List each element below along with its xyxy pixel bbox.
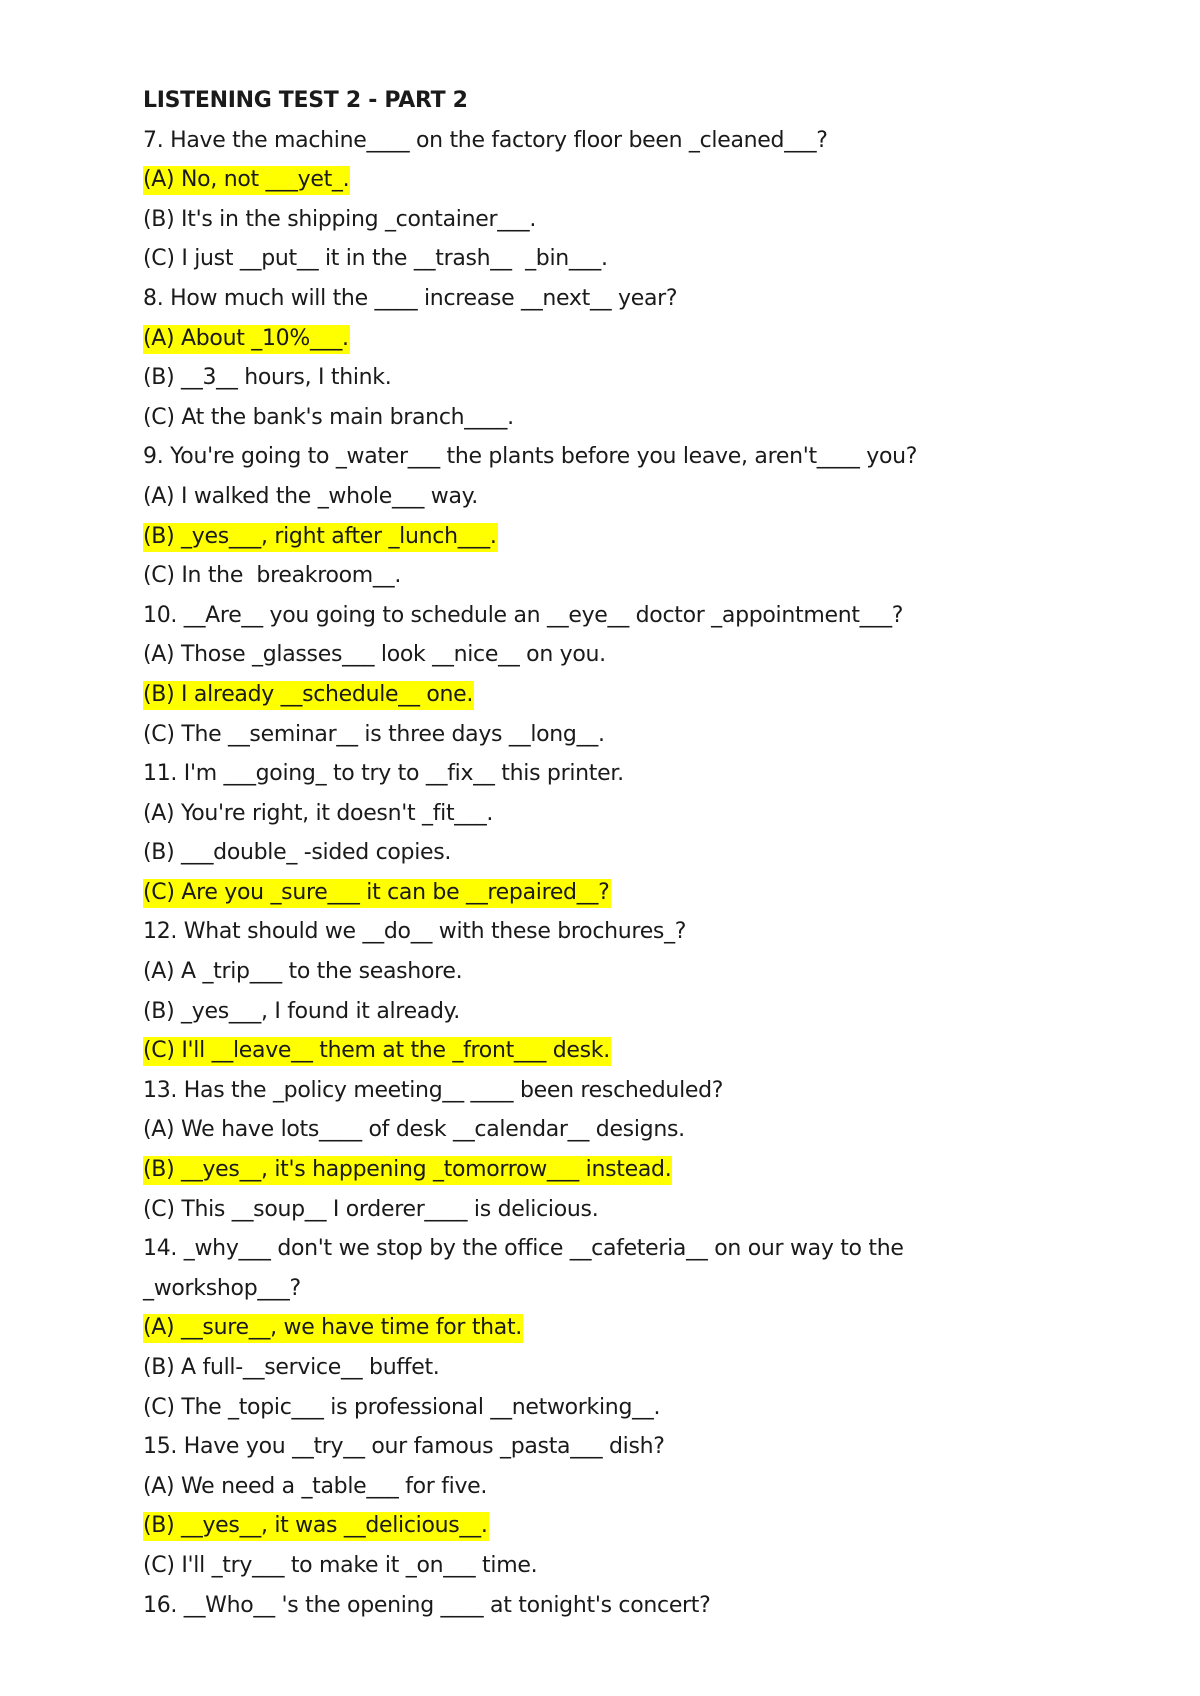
text-line [143, 1467, 1143, 1507]
line-text: (B) __yes__, it's happening _tomorrow___ instead. [143, 1156, 672, 1185]
text-line [143, 1546, 1143, 1586]
line-text: (C) The _topic___ is professional __networking__. [143, 1394, 661, 1420]
document-title [143, 81, 1143, 121]
line-text: (A) You're right, it doesn't _fit___. [143, 800, 494, 826]
line-text: (C) At the bank's main branch____. [143, 404, 514, 430]
text-line [143, 1071, 1143, 1111]
line-text: 13. Has the _policy meeting__ ____ been rescheduled? [143, 1077, 724, 1103]
line-text: (A) I walked the _whole___ way. [143, 483, 478, 509]
text-line [143, 1388, 1143, 1428]
line-text: (B) _yes___, right after _lunch___. [143, 523, 498, 552]
line-text: (A) We need a _table___ for five. [143, 1473, 488, 1499]
text-line [143, 1190, 1143, 1230]
text-line [143, 794, 1143, 834]
line-text: (A) We have lots____ of desk __calendar__ designs. [143, 1117, 685, 1143]
line-text: 11. I'm ___going_ to try to __fix__ this printer. [143, 761, 624, 787]
text-line [143, 239, 1143, 279]
line-text: (A) No, not ___yet_. [143, 166, 350, 195]
text-line [143, 992, 1143, 1032]
line-text: 15. Have you __try__ our famous _pasta___ dish? [143, 1434, 665, 1460]
highlighted-answer-line [143, 1308, 1143, 1348]
line-text: (C) I'll __leave__ them at the _front___ desk. [143, 1037, 611, 1066]
text-line [143, 1229, 1143, 1269]
line-text: (B) I already __schedule__ one. [143, 681, 474, 710]
line-text: (B) __3__ hours, I think. [143, 365, 392, 391]
line-text: 12. What should we __do__ with these brochures_? [143, 919, 687, 945]
line-text: (A) A _trip___ to the seashore. [143, 959, 463, 985]
highlighted-answer-line [143, 1031, 1143, 1071]
text-line [143, 437, 1143, 477]
line-text: 9. You're going to _water___ the plants before you leave, aren't____ you? [143, 444, 918, 470]
text-line [143, 1427, 1143, 1467]
highlighted-answer-line [143, 319, 1143, 359]
text-line [143, 556, 1143, 596]
line-text: 14. _why___ don't we stop by the office __cafeteria__ on our way to the [143, 1236, 904, 1262]
line-text: (B) _yes___, I found it already. [143, 998, 460, 1024]
line-text: (B) ___double_ -sided copies. [143, 840, 452, 866]
line-text: 8. How much will the ____ increase __next__ year? [143, 285, 678, 311]
text-line [143, 477, 1143, 517]
line-text: (B) __yes__, it was __delicious__. [143, 1512, 489, 1541]
text-line [143, 358, 1143, 398]
line-text: (C) Are you _sure___ it can be __repaired__? [143, 879, 611, 908]
highlighted-answer-line [143, 1150, 1143, 1190]
text-line [143, 833, 1143, 873]
line-text: (B) A full-__service__ buffet. [143, 1355, 440, 1380]
text-line [143, 1110, 1143, 1150]
highlighted-answer-line [143, 675, 1143, 715]
text-line [143, 715, 1143, 755]
text-line [143, 635, 1143, 675]
text-line [143, 596, 1143, 636]
line-text: LISTENING TEST 2 - PART 2 [143, 88, 468, 113]
line-text: (A) __sure__, we have time for that. [143, 1314, 523, 1343]
line-text: (C) I'll _try___ to make it _on___ time. [143, 1552, 538, 1578]
document-body [143, 81, 1143, 1625]
text-line [143, 1348, 1143, 1388]
line-text: (A) About _10%___. [143, 325, 350, 354]
text-line [143, 1586, 1143, 1626]
text-line [143, 952, 1143, 992]
line-text: (C) The __seminar__ is three days __long__. [143, 721, 605, 747]
line-text: (C) In the breakroom__. [143, 563, 402, 589]
line-text: 16. __Who__ 's the opening ____ at tonight's concert? [143, 1592, 711, 1618]
line-text: (B) It's in the shipping _container___. [143, 206, 537, 232]
line-text: (A) Those _glasses___ look __nice__ on you. [143, 642, 606, 668]
text-line [143, 279, 1143, 319]
highlighted-answer-line [143, 517, 1143, 557]
line-text: (C) This __soup__ I orderer____ is delicious. [143, 1196, 599, 1222]
line-text: (C) I just __put__ it in the __trash__ _bin___. [143, 246, 608, 272]
line-text: 10. __Are__ you going to schedule an __eye__ doctor _appointment___? [143, 602, 904, 628]
text-line [143, 1269, 1143, 1309]
text-line [143, 121, 1143, 161]
line-text: 7. Have the machine____ on the factory floor been _cleaned___? [143, 127, 828, 153]
line-text: _workshop___? [143, 1275, 301, 1301]
text-line [143, 200, 1143, 240]
highlighted-answer-line [143, 160, 1143, 200]
highlighted-answer-line [143, 1506, 1143, 1546]
text-line [143, 912, 1143, 952]
highlighted-answer-line [143, 873, 1143, 913]
text-line [143, 398, 1143, 438]
text-line [143, 754, 1143, 794]
